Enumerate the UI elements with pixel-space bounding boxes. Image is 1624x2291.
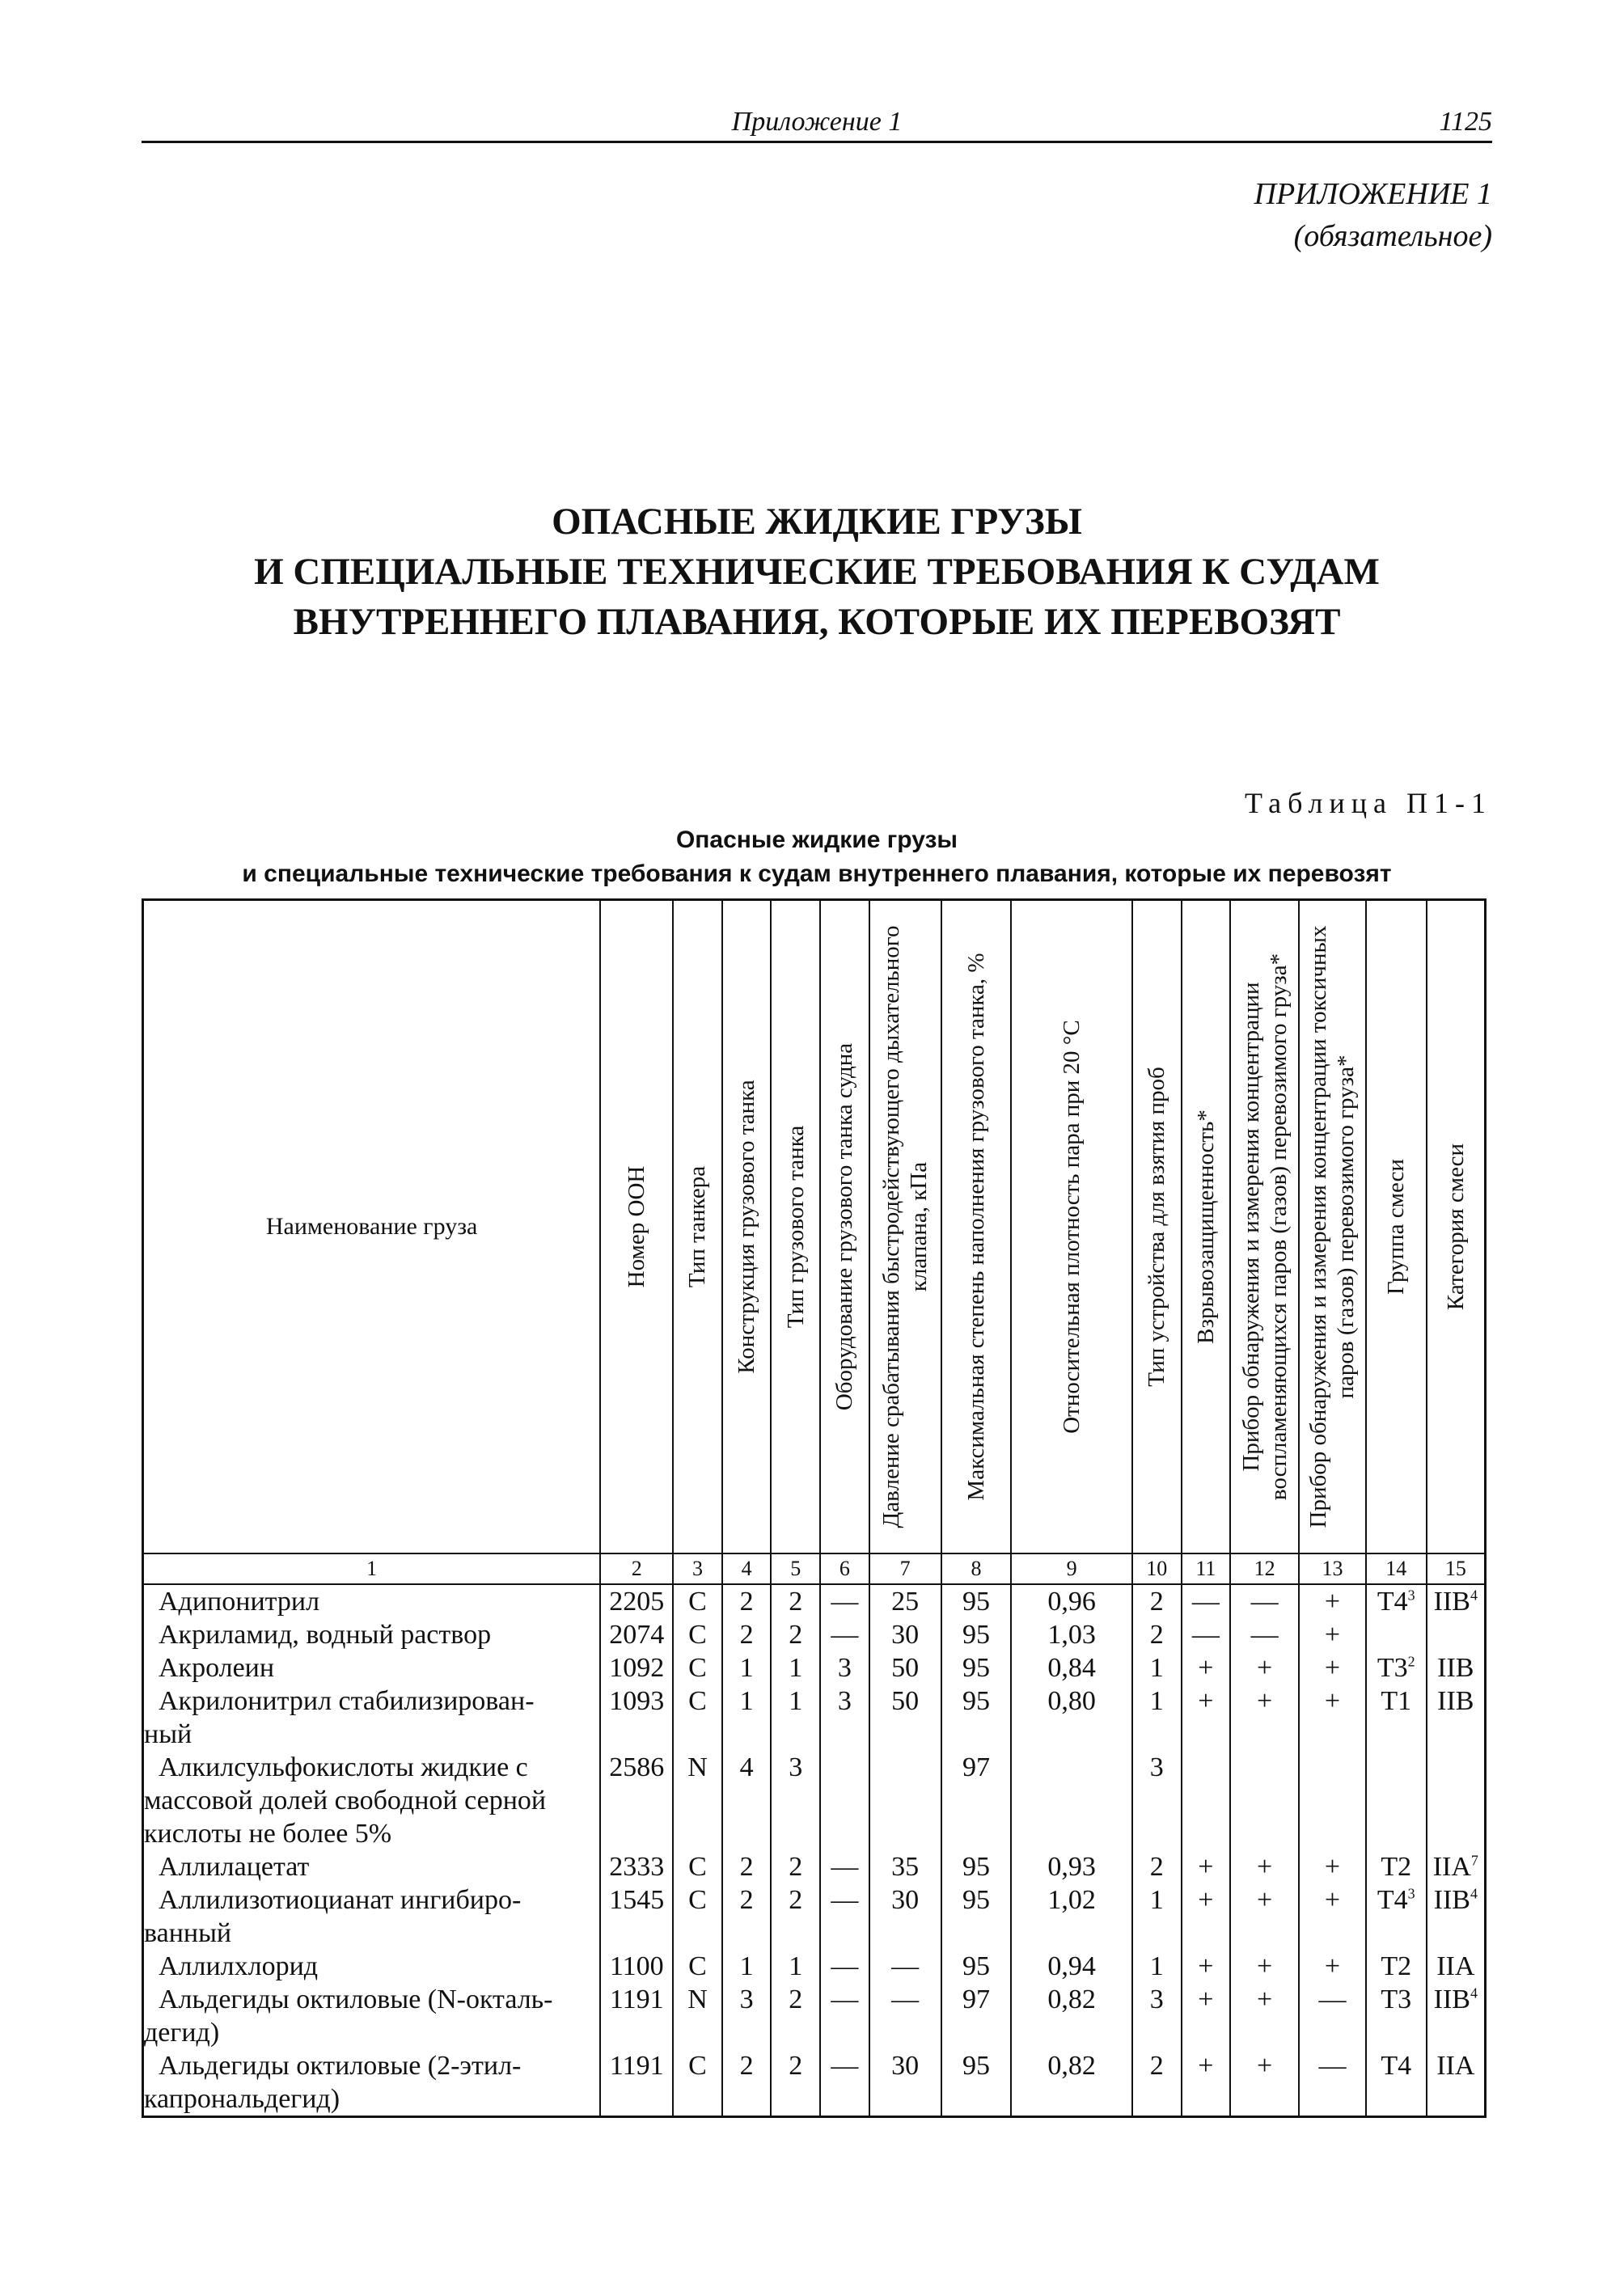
explosion-protection: +: [1182, 2049, 1231, 2117]
cargo-name: [143, 1983, 601, 2049]
column-number: 12: [1230, 1553, 1299, 1584]
vapour-density: 0,80: [1011, 1684, 1132, 1751]
table-caption-line: Опасные жидкие грузы: [675, 826, 958, 853]
column-number: 11: [1182, 1553, 1231, 1584]
document-title-line: ВНУТРЕННЕГО ПЛАВАНИЯ, КОТОРЫЕ ИХ ПЕРЕВОЗЯТ: [293, 601, 1341, 643]
column-number: 9: [1011, 1553, 1132, 1584]
vapour-density: 0,94: [1011, 1950, 1132, 1983]
valve-pressure: [869, 1751, 941, 1850]
column-number: 15: [1427, 1553, 1486, 1584]
tank-equipment: —: [820, 1850, 869, 1883]
cargo-name: [143, 1651, 601, 1684]
table-row: [143, 1584, 1486, 1618]
cargo-name: [143, 1883, 601, 1950]
column-header: Прибор обнаружения и измерения концентрации токсичных паров (газов) перевозимого груза*: [1299, 900, 1366, 1554]
tank-construction: 2: [722, 1883, 772, 1950]
table-row: [143, 1618, 1486, 1651]
column-header: Максимальная степень наполнения грузового танка, %: [941, 900, 1012, 1554]
column-header: Оборудование грузового танка судна: [820, 900, 869, 1554]
flammable-detector: +: [1230, 2049, 1299, 2117]
valve-pressure: —: [869, 1983, 941, 2049]
tanker-type: C: [673, 1651, 722, 1684]
vapour-density: 1,02: [1011, 1883, 1132, 1950]
table-row: [143, 1651, 1486, 1684]
sampling-device: 2: [1132, 1850, 1182, 1883]
toxic-detector: [1299, 1751, 1366, 1850]
table-header-row: [143, 900, 1486, 1554]
cargo-name: [143, 1618, 601, 1651]
mixture-group: [1366, 2049, 1427, 2117]
tank-equipment: —: [820, 1584, 869, 1618]
valve-pressure: 50: [869, 1651, 941, 1684]
mixture-category-value: IIA: [1436, 1951, 1475, 1981]
flammable-detector: —: [1230, 1584, 1299, 1618]
vapour-density: 0,96: [1011, 1584, 1132, 1618]
vapour-density: 0,84: [1011, 1651, 1132, 1684]
max-fill: 95: [941, 1618, 1012, 1651]
vapour-density: 0,82: [1011, 2049, 1132, 2117]
footnote-ref: 7: [1470, 1852, 1478, 1869]
footnote-ref: 4: [1470, 1985, 1478, 2001]
column-header: Категория смеси: [1427, 900, 1486, 1554]
tank-type: 1: [771, 1651, 820, 1684]
vapour-density: 0,93: [1011, 1850, 1132, 1883]
toxic-detector: —: [1299, 2049, 1366, 2117]
tank-type: 2: [771, 1584, 820, 1618]
column-number: 10: [1132, 1553, 1182, 1584]
tank-equipment: 3: [820, 1651, 869, 1684]
valve-pressure: —: [869, 1950, 941, 1983]
max-fill: 95: [941, 1651, 1012, 1684]
valve-pressure: 30: [869, 1618, 941, 1651]
explosion-protection: +: [1182, 1983, 1231, 2049]
mixture-category-value: IIB: [1433, 1587, 1470, 1617]
column-number: 3: [673, 1553, 722, 1584]
tank-construction: 3: [722, 1983, 772, 2049]
max-fill: 97: [941, 1751, 1012, 1850]
mixture-group-value: T2: [1381, 1951, 1412, 1981]
mixture-category: [1427, 1684, 1486, 1751]
cargo-name-line: дегид): [144, 2018, 220, 2048]
cargo-name-line: Альдегиды октиловые (2-этил-: [159, 2051, 522, 2081]
column-number: 1: [143, 1553, 601, 1584]
mixture-group: [1366, 1618, 1427, 1651]
mixture-group-value: T3: [1381, 1985, 1412, 2014]
mixture-category-value: IIB: [1433, 1885, 1470, 1915]
cargo-name: [143, 2049, 601, 2117]
tank-type: 1: [771, 1684, 820, 1751]
column-header: Прибор обнаружения и измерения концентрации воспламеняющихся паров (газов) перевозимого груза*: [1230, 900, 1299, 1554]
page-number: 1125: [1439, 107, 1492, 137]
toxic-detector: +: [1299, 1618, 1366, 1651]
cargo-name-line: капрональдегид): [144, 2084, 340, 2114]
max-fill: 95: [941, 1850, 1012, 1883]
cargo-name: [143, 1751, 601, 1850]
column-header: Тип танкера: [673, 900, 722, 1554]
tank-equipment: —: [820, 1950, 869, 1983]
explosion-protection: +: [1182, 1950, 1231, 1983]
un-number: 2205: [600, 1584, 673, 1618]
column-header: Тип устройства для взятия проб: [1132, 900, 1182, 1554]
mixture-group: [1366, 1684, 1427, 1751]
table-row: [143, 1950, 1486, 1983]
tank-construction: 2: [722, 1584, 772, 1618]
table-caption-line: и специальные технические требования к судам внутреннего плавания, которые их перевозят: [242, 860, 1392, 887]
un-number: 1093: [600, 1684, 673, 1751]
document-title-line: ОПАСНЫЕ ЖИДКИЕ ГРУЗЫ: [552, 501, 1082, 543]
mixture-category-value: IIA: [1436, 2051, 1475, 2081]
valve-pressure: 50: [869, 1684, 941, 1751]
max-fill: 97: [941, 1983, 1012, 2049]
mixture-group-value: T3: [1377, 1653, 1408, 1683]
tank-construction: 2: [722, 1850, 772, 1883]
cargo-name-line: Адипонитрил: [159, 1587, 320, 1617]
column-header: Давление срабатывания быстродействующего дыхательного клапана, кПа: [869, 900, 941, 1554]
column-header: Наименование груза: [143, 900, 601, 1554]
table-caption: [142, 823, 1492, 891]
column-number: 5: [771, 1553, 820, 1584]
flammable-detector: [1230, 1751, 1299, 1850]
un-number: 2586: [600, 1751, 673, 1850]
explosion-protection: +: [1182, 1850, 1231, 1883]
footnote-ref: 3: [1407, 1587, 1415, 1604]
explosion-protection: —: [1182, 1584, 1231, 1618]
valve-pressure: 30: [869, 2049, 941, 2117]
column-number: 6: [820, 1553, 869, 1584]
column-number: 4: [722, 1553, 772, 1584]
running-header-section: Приложение 1: [731, 107, 903, 137]
vapour-density: 1,03: [1011, 1618, 1132, 1651]
tank-type: 1: [771, 1950, 820, 1983]
mixture-category-value: IIB: [1437, 1686, 1474, 1716]
tank-equipment: —: [820, 1883, 869, 1950]
cargo-name: [143, 1850, 601, 1883]
column-header: Относительная плотность пара при 20 °С: [1011, 900, 1132, 1554]
sampling-device: 1: [1132, 1684, 1182, 1751]
tank-construction: 1: [722, 1684, 772, 1751]
tanker-type: C: [673, 1950, 722, 1983]
tank-equipment: —: [820, 1618, 869, 1651]
toxic-detector: +: [1299, 1684, 1366, 1751]
mixture-category: [1427, 1850, 1486, 1883]
tanker-type: C: [673, 1850, 722, 1883]
cargo-name-line: Акриламид, водный раствор: [159, 1620, 492, 1650]
tanker-type: C: [673, 1584, 722, 1618]
cargo-name-line: Алкилсульфокислоты жидкие с: [159, 1752, 528, 1782]
toxic-detector: +: [1299, 1651, 1366, 1684]
vapour-density: 0,82: [1011, 1983, 1132, 2049]
un-number: 1092: [600, 1651, 673, 1684]
table-row: [143, 1983, 1486, 2049]
column-header: Группа смеси: [1366, 900, 1427, 1554]
cargo-name-line: Аллилхлорид: [159, 1951, 319, 1981]
explosion-protection: +: [1182, 1684, 1231, 1751]
mixture-category: [1427, 1883, 1486, 1950]
flammable-detector: +: [1230, 1651, 1299, 1684]
valve-pressure: 25: [869, 1584, 941, 1618]
flammable-detector: +: [1230, 1883, 1299, 1950]
cargo-name: [143, 1950, 601, 1983]
cargo-name-line: Акролеин: [159, 1653, 275, 1683]
cargo-name-line: ный: [144, 1719, 192, 1749]
cargo-name-line: Акрилонитрил стабилизирован-: [159, 1686, 535, 1716]
sampling-device: 2: [1132, 1618, 1182, 1651]
column-number: 14: [1366, 1553, 1427, 1584]
max-fill: 95: [941, 2049, 1012, 2117]
mixture-group: [1366, 1950, 1427, 1983]
table-row: [143, 1850, 1486, 1883]
column-number: 8: [941, 1553, 1012, 1584]
mixture-category: [1427, 1983, 1486, 2049]
document-title-line: И СПЕЦИАЛЬНЫЕ ТЕХНИЧЕСКИЕ ТРЕБОВАНИЯ К СУДАМ: [254, 551, 1380, 593]
tank-equipment: —: [820, 2049, 869, 2117]
tank-construction: 4: [722, 1751, 772, 1850]
un-number: 1191: [600, 1983, 673, 2049]
mixture-group: [1366, 1883, 1427, 1950]
tank-equipment: 3: [820, 1684, 869, 1751]
un-number: 1545: [600, 1883, 673, 1950]
mixture-category: [1427, 1618, 1486, 1651]
toxic-detector: +: [1299, 1883, 1366, 1950]
un-number: 2074: [600, 1618, 673, 1651]
sampling-device: 2: [1132, 2049, 1182, 2117]
tank-construction: 2: [722, 2049, 772, 2117]
footnote-ref: 3: [1407, 1885, 1415, 1902]
sampling-device: 2: [1132, 1584, 1182, 1618]
column-number: 13: [1299, 1553, 1366, 1584]
mixture-group: [1366, 1584, 1427, 1618]
tank-construction: 1: [722, 1651, 772, 1684]
mixture-group-value: T4: [1377, 1587, 1408, 1617]
valve-pressure: 35: [869, 1850, 941, 1883]
mixture-group: [1366, 1751, 1427, 1850]
tank-type: 2: [771, 2049, 820, 2117]
column-header: Конструкция грузового танка: [722, 900, 772, 1554]
flammable-detector: +: [1230, 1950, 1299, 1983]
tank-equipment: —: [820, 1983, 869, 2049]
tank-type: 3: [771, 1751, 820, 1850]
tanker-type: N: [673, 1751, 722, 1850]
max-fill: 95: [941, 1684, 1012, 1751]
tanker-type: C: [673, 1618, 722, 1651]
sampling-device: 3: [1132, 1751, 1182, 1850]
vapour-density: [1011, 1751, 1132, 1850]
table-number: Таблица П1-1: [1245, 787, 1492, 819]
toxic-detector: +: [1299, 1950, 1366, 1983]
toxic-detector: +: [1299, 1850, 1366, 1883]
sampling-device: 1: [1132, 1651, 1182, 1684]
max-fill: 95: [941, 1883, 1012, 1950]
table-row: [143, 1883, 1486, 1950]
tank-construction: 1: [722, 1950, 772, 1983]
tank-type: 2: [771, 1850, 820, 1883]
max-fill: 95: [941, 1584, 1012, 1618]
mixture-category: [1427, 1584, 1486, 1618]
un-number: 2333: [600, 1850, 673, 1883]
mixture-group: [1366, 1983, 1427, 2049]
flammable-detector: +: [1230, 1684, 1299, 1751]
cargo-name-line: Альдегиды октиловые (N-окталь-: [159, 1985, 553, 2014]
mixture-group: [1366, 1651, 1427, 1684]
cargo-name: [143, 1684, 601, 1751]
tanker-type: N: [673, 1983, 722, 2049]
mixture-category: [1427, 2049, 1486, 2117]
cargo-table: [142, 898, 1487, 2118]
mixture-category-value: IIA: [1432, 1852, 1471, 1882]
tank-equipment: [820, 1751, 869, 1850]
column-number: 2: [600, 1553, 673, 1584]
sampling-device: 3: [1132, 1983, 1182, 2049]
tanker-type: C: [673, 2049, 722, 2117]
column-header: Номер ООН: [600, 900, 673, 1554]
toxic-detector: +: [1299, 1584, 1366, 1618]
sampling-device: 1: [1132, 1950, 1182, 1983]
column-header: Тип грузового танка: [771, 900, 820, 1554]
tanker-type: C: [673, 1684, 722, 1751]
flammable-detector: —: [1230, 1618, 1299, 1651]
column-number: 7: [869, 1553, 941, 1584]
explosion-protection: —: [1182, 1618, 1231, 1651]
table-row: [143, 1684, 1486, 1751]
tanker-type: C: [673, 1883, 722, 1950]
appendix-note: (обязательное): [1293, 219, 1492, 253]
mixture-group-value: T2: [1381, 1852, 1412, 1882]
tank-type: 2: [771, 1983, 820, 2049]
valve-pressure: 30: [869, 1883, 941, 1950]
explosion-protection: +: [1182, 1651, 1231, 1684]
footnote-ref: 2: [1407, 1653, 1415, 1670]
running-header: [142, 104, 1492, 143]
mixture-category: [1427, 1651, 1486, 1684]
un-number: 1191: [600, 2049, 673, 2117]
appendix-title: ПРИЛОЖЕНИЕ 1: [1254, 177, 1492, 211]
footnote-ref: 4: [1470, 1587, 1478, 1604]
table-row: [143, 1751, 1486, 1850]
max-fill: 95: [941, 1950, 1012, 1983]
mixture-group-value: T1: [1381, 1686, 1412, 1716]
explosion-protection: [1182, 1751, 1231, 1850]
document-title: [142, 497, 1492, 647]
appendix-label: [1254, 173, 1492, 257]
explosion-protection: +: [1182, 1883, 1231, 1950]
cargo-table-body: [143, 1584, 1486, 2117]
cargo-name: [143, 1584, 601, 1618]
flammable-detector: +: [1230, 1983, 1299, 2049]
cargo-name-line: Аллилацетат: [159, 1852, 310, 1882]
mixture-category-value: IIB: [1437, 1653, 1474, 1683]
mixture-group-value: T4: [1377, 1885, 1408, 1915]
mixture-category: [1427, 1950, 1486, 1983]
column-number-row: [143, 1553, 1486, 1584]
mixture-group-value: T4: [1381, 2051, 1412, 2081]
mixture-category: [1427, 1751, 1486, 1850]
column-header: Взрывозащищенность*: [1182, 900, 1231, 1554]
mixture-group: [1366, 1850, 1427, 1883]
sampling-device: 1: [1132, 1883, 1182, 1950]
tank-type: 2: [771, 1618, 820, 1651]
tank-type: 2: [771, 1883, 820, 1950]
un-number: 1100: [600, 1950, 673, 1983]
tank-construction: 2: [722, 1618, 772, 1651]
toxic-detector: —: [1299, 1983, 1366, 2049]
table-row: [143, 2049, 1486, 2117]
mixture-category-value: IIB: [1433, 1985, 1470, 2014]
cargo-name-line: кислоты не более 5%: [144, 1819, 392, 1849]
flammable-detector: +: [1230, 1850, 1299, 1883]
cargo-name-line: Аллилизотиоцианат ингибиро-: [159, 1885, 522, 1915]
cargo-name-line: ванный: [144, 1918, 232, 1948]
footnote-ref: 4: [1470, 1885, 1478, 1902]
cargo-name-line: массовой долей свободной серной: [144, 1786, 547, 1815]
